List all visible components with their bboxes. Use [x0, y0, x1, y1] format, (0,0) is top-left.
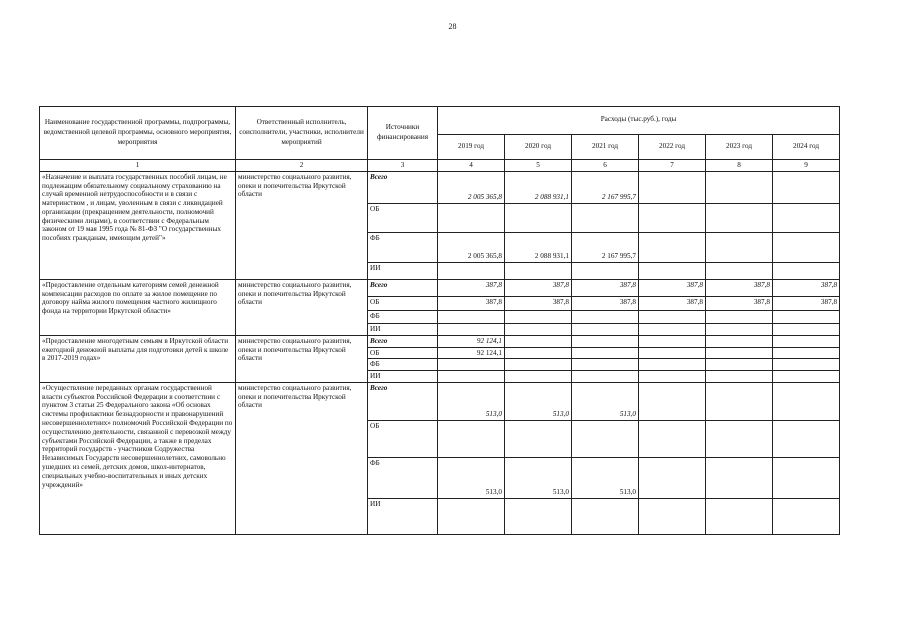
amount-cell [706, 262, 773, 279]
header-source: Источники финансирования [368, 107, 438, 160]
amount-cell [773, 371, 840, 383]
header-year: 2020 год [505, 134, 572, 159]
amount-cell [706, 382, 773, 420]
amount-cell [706, 323, 773, 335]
amount-cell [639, 457, 706, 498]
amount-cell [572, 323, 639, 335]
column-number: 4 [438, 160, 505, 172]
header-year: 2023 год [706, 134, 773, 159]
amount-cell [773, 232, 840, 262]
amount-cell: 92 124,1 [438, 347, 505, 359]
amount-cell [639, 335, 706, 347]
funding-source: ОБ [368, 420, 438, 457]
measure-name: «Предоставление многодетным семьям в Иркутской области ежегодной денежной выплаты для подготовки детей к школе в 2017-2019 годах» [40, 335, 236, 382]
budget-table [39, 106, 840, 535]
table-row [40, 335, 840, 347]
amount-cell [773, 347, 840, 359]
table-row [40, 279, 840, 296]
amount-cell: 2 088 931,1 [505, 232, 572, 262]
amount-cell [706, 347, 773, 359]
amount-cell [572, 262, 639, 279]
amount-cell [639, 203, 706, 232]
funding-source: ОБ [368, 296, 438, 310]
amount-cell [639, 323, 706, 335]
amount-cell: 513,0 [505, 457, 572, 498]
amount-cell [505, 371, 572, 383]
amount-cell: 387,8 [505, 279, 572, 296]
amount-cell: 387,8 [572, 279, 639, 296]
amount-cell: 513,0 [438, 382, 505, 420]
amount-cell [773, 335, 840, 347]
amount-cell: 387,8 [773, 296, 840, 310]
amount-cell [639, 420, 706, 457]
amount-cell: 2 005 365,8 [438, 232, 505, 262]
amount-cell [438, 371, 505, 383]
amount-cell [438, 420, 505, 457]
amount-cell: 513,0 [572, 382, 639, 420]
measure-name: «Осуществление переданных органам государственной власти субъектов Российской Федерации в соответствии с пунктом 3 статьи 25 Федерального закона «Об основах системы профилактики безнадзорности и правонарушений несовершеннолетних» полномочий Российской Федерации по осуществлению деятельности, связанной с перевозкой между субъектами Российской Федерации, а также в пределах территорий государств - участников Содружества Независимых Государств несовершеннолетних, самовольно ушедших из семей, детских домов, школ-интернатов, специальных учебно-воспитательных и иных детских учреждений» [40, 382, 236, 534]
amount-cell [438, 323, 505, 335]
amount-cell [773, 457, 840, 498]
amount-cell [572, 347, 639, 359]
amount-cell [639, 347, 706, 359]
amount-cell [706, 420, 773, 457]
header-name: Наименование государственной программы, подпрограммы, ведомственной целевой программы, основного мероприятия, мероприятия [40, 107, 236, 160]
measure-executor: министерство социального развития, опеки и попечительства Иркутской области [236, 335, 368, 382]
amount-cell [505, 323, 572, 335]
amount-cell: 387,8 [438, 279, 505, 296]
table-row [40, 382, 840, 420]
measure-name: «Назначение и выплата государственных пособий лицам, не подлежащим обязательному социальному страхованию на случай временной нетрудоспособности и в связи с материнством , и лицам, уволенным в связи с ликвидацией организации (прекращением деятельности, полномочий физическими лицами), в соответствии с Федеральным законом от 19 мая 1995 года № 81-ФЗ "О государственных пособиях гражданам, имеющим детей"» [40, 171, 236, 279]
amount-cell [505, 335, 572, 347]
amount-cell: 387,8 [706, 279, 773, 296]
column-number: 5 [505, 160, 572, 172]
funding-source: Всего [368, 335, 438, 347]
amount-cell [505, 262, 572, 279]
amount-cell [773, 203, 840, 232]
funding-source: ИИ [368, 371, 438, 383]
amount-cell [773, 171, 840, 203]
amount-cell [505, 310, 572, 323]
header-year: 2019 год [438, 134, 505, 159]
amount-cell [639, 371, 706, 383]
amount-cell [706, 335, 773, 347]
column-number: 7 [639, 160, 706, 172]
amount-cell: 2 088 931,1 [505, 171, 572, 203]
funding-source: ОБ [368, 347, 438, 359]
amount-cell: 387,8 [438, 296, 505, 310]
amount-cell [438, 310, 505, 323]
amount-cell [706, 171, 773, 203]
funding-source: ФБ [368, 457, 438, 498]
funding-source: ФБ [368, 359, 438, 371]
amount-cell [639, 359, 706, 371]
amount-cell [572, 498, 639, 534]
amount-cell [773, 359, 840, 371]
column-number: 3 [368, 160, 438, 172]
page-number: 28 [448, 22, 457, 31]
amount-cell [438, 262, 505, 279]
amount-cell: 92 124,1 [438, 335, 505, 347]
amount-cell [505, 203, 572, 232]
amount-cell [505, 347, 572, 359]
amount-cell: 513,0 [572, 457, 639, 498]
amount-cell: 387,8 [706, 296, 773, 310]
header-year: 2022 год [639, 134, 706, 159]
amount-cell [572, 310, 639, 323]
amount-cell [572, 371, 639, 383]
funding-source: Всего [368, 171, 438, 203]
amount-cell [639, 232, 706, 262]
header-executor: Ответственный исполнитель, соисполнители, участники, исполнители мероприятий [236, 107, 368, 160]
amount-cell [505, 359, 572, 371]
funding-source: ФБ [368, 310, 438, 323]
funding-source: ИИ [368, 323, 438, 335]
funding-source: ОБ [368, 203, 438, 232]
amount-cell: 387,8 [639, 279, 706, 296]
funding-source: ФБ [368, 232, 438, 262]
column-number: 8 [706, 160, 773, 172]
amount-cell [706, 498, 773, 534]
column-number: 2 [236, 160, 368, 172]
amount-cell [706, 232, 773, 262]
amount-cell [639, 498, 706, 534]
amount-cell [505, 498, 572, 534]
funding-source: ИИ [368, 498, 438, 534]
amount-cell: 513,0 [505, 382, 572, 420]
amount-cell [773, 323, 840, 335]
amount-cell: 387,8 [639, 296, 706, 310]
measure-name: «Предоставление отдельным категориям семей денежной компенсации расходов по оплате за жилое помещение по договору найма жилого помещения частного жилищного фонда на территории Иркутской области» [40, 279, 236, 335]
amount-cell [639, 382, 706, 420]
amount-cell [438, 203, 505, 232]
amount-cell [773, 382, 840, 420]
amount-cell: 387,8 [505, 296, 572, 310]
amount-cell [639, 310, 706, 323]
measure-executor: министерство социального развития, опеки и попечительства Иркутской области [236, 279, 368, 335]
amount-cell: 513,0 [438, 457, 505, 498]
amount-cell [706, 371, 773, 383]
amount-cell [572, 420, 639, 457]
amount-cell [706, 457, 773, 498]
measure-executor: министерство социального развития, опеки и попечительства Иркутской области [236, 171, 368, 279]
column-number: 9 [773, 160, 840, 172]
column-number: 1 [40, 160, 236, 172]
amount-cell [773, 310, 840, 323]
measure-executor: министерство социального развития, опеки и попечительства Иркутской области [236, 382, 368, 534]
header-year: 2021 год [572, 134, 639, 159]
amount-cell [706, 359, 773, 371]
amount-cell [572, 335, 639, 347]
amount-cell [438, 359, 505, 371]
amount-cell: 387,8 [773, 279, 840, 296]
amount-cell: 387,8 [572, 296, 639, 310]
amount-cell: 2 167 995,7 [572, 232, 639, 262]
amount-cell [639, 171, 706, 203]
amount-cell [438, 498, 505, 534]
amount-cell [639, 262, 706, 279]
funding-source: Всего [368, 279, 438, 296]
amount-cell [572, 203, 639, 232]
table-row [40, 171, 840, 203]
amount-cell [773, 420, 840, 457]
funding-source: ИИ [368, 262, 438, 279]
column-number-row [40, 160, 840, 172]
amount-cell [773, 498, 840, 534]
amount-cell [572, 359, 639, 371]
amount-cell: 2 005 365,8 [438, 171, 505, 203]
amount-cell [706, 203, 773, 232]
funding-source: Всего [368, 382, 438, 420]
amount-cell [505, 420, 572, 457]
amount-cell [773, 262, 840, 279]
amount-cell: 2 167 995,7 [572, 171, 639, 203]
column-number: 6 [572, 160, 639, 172]
amount-cell [706, 310, 773, 323]
header-year: 2024 год [773, 134, 840, 159]
header-expenses: Расходы (тыс.руб.), годы [438, 107, 840, 135]
